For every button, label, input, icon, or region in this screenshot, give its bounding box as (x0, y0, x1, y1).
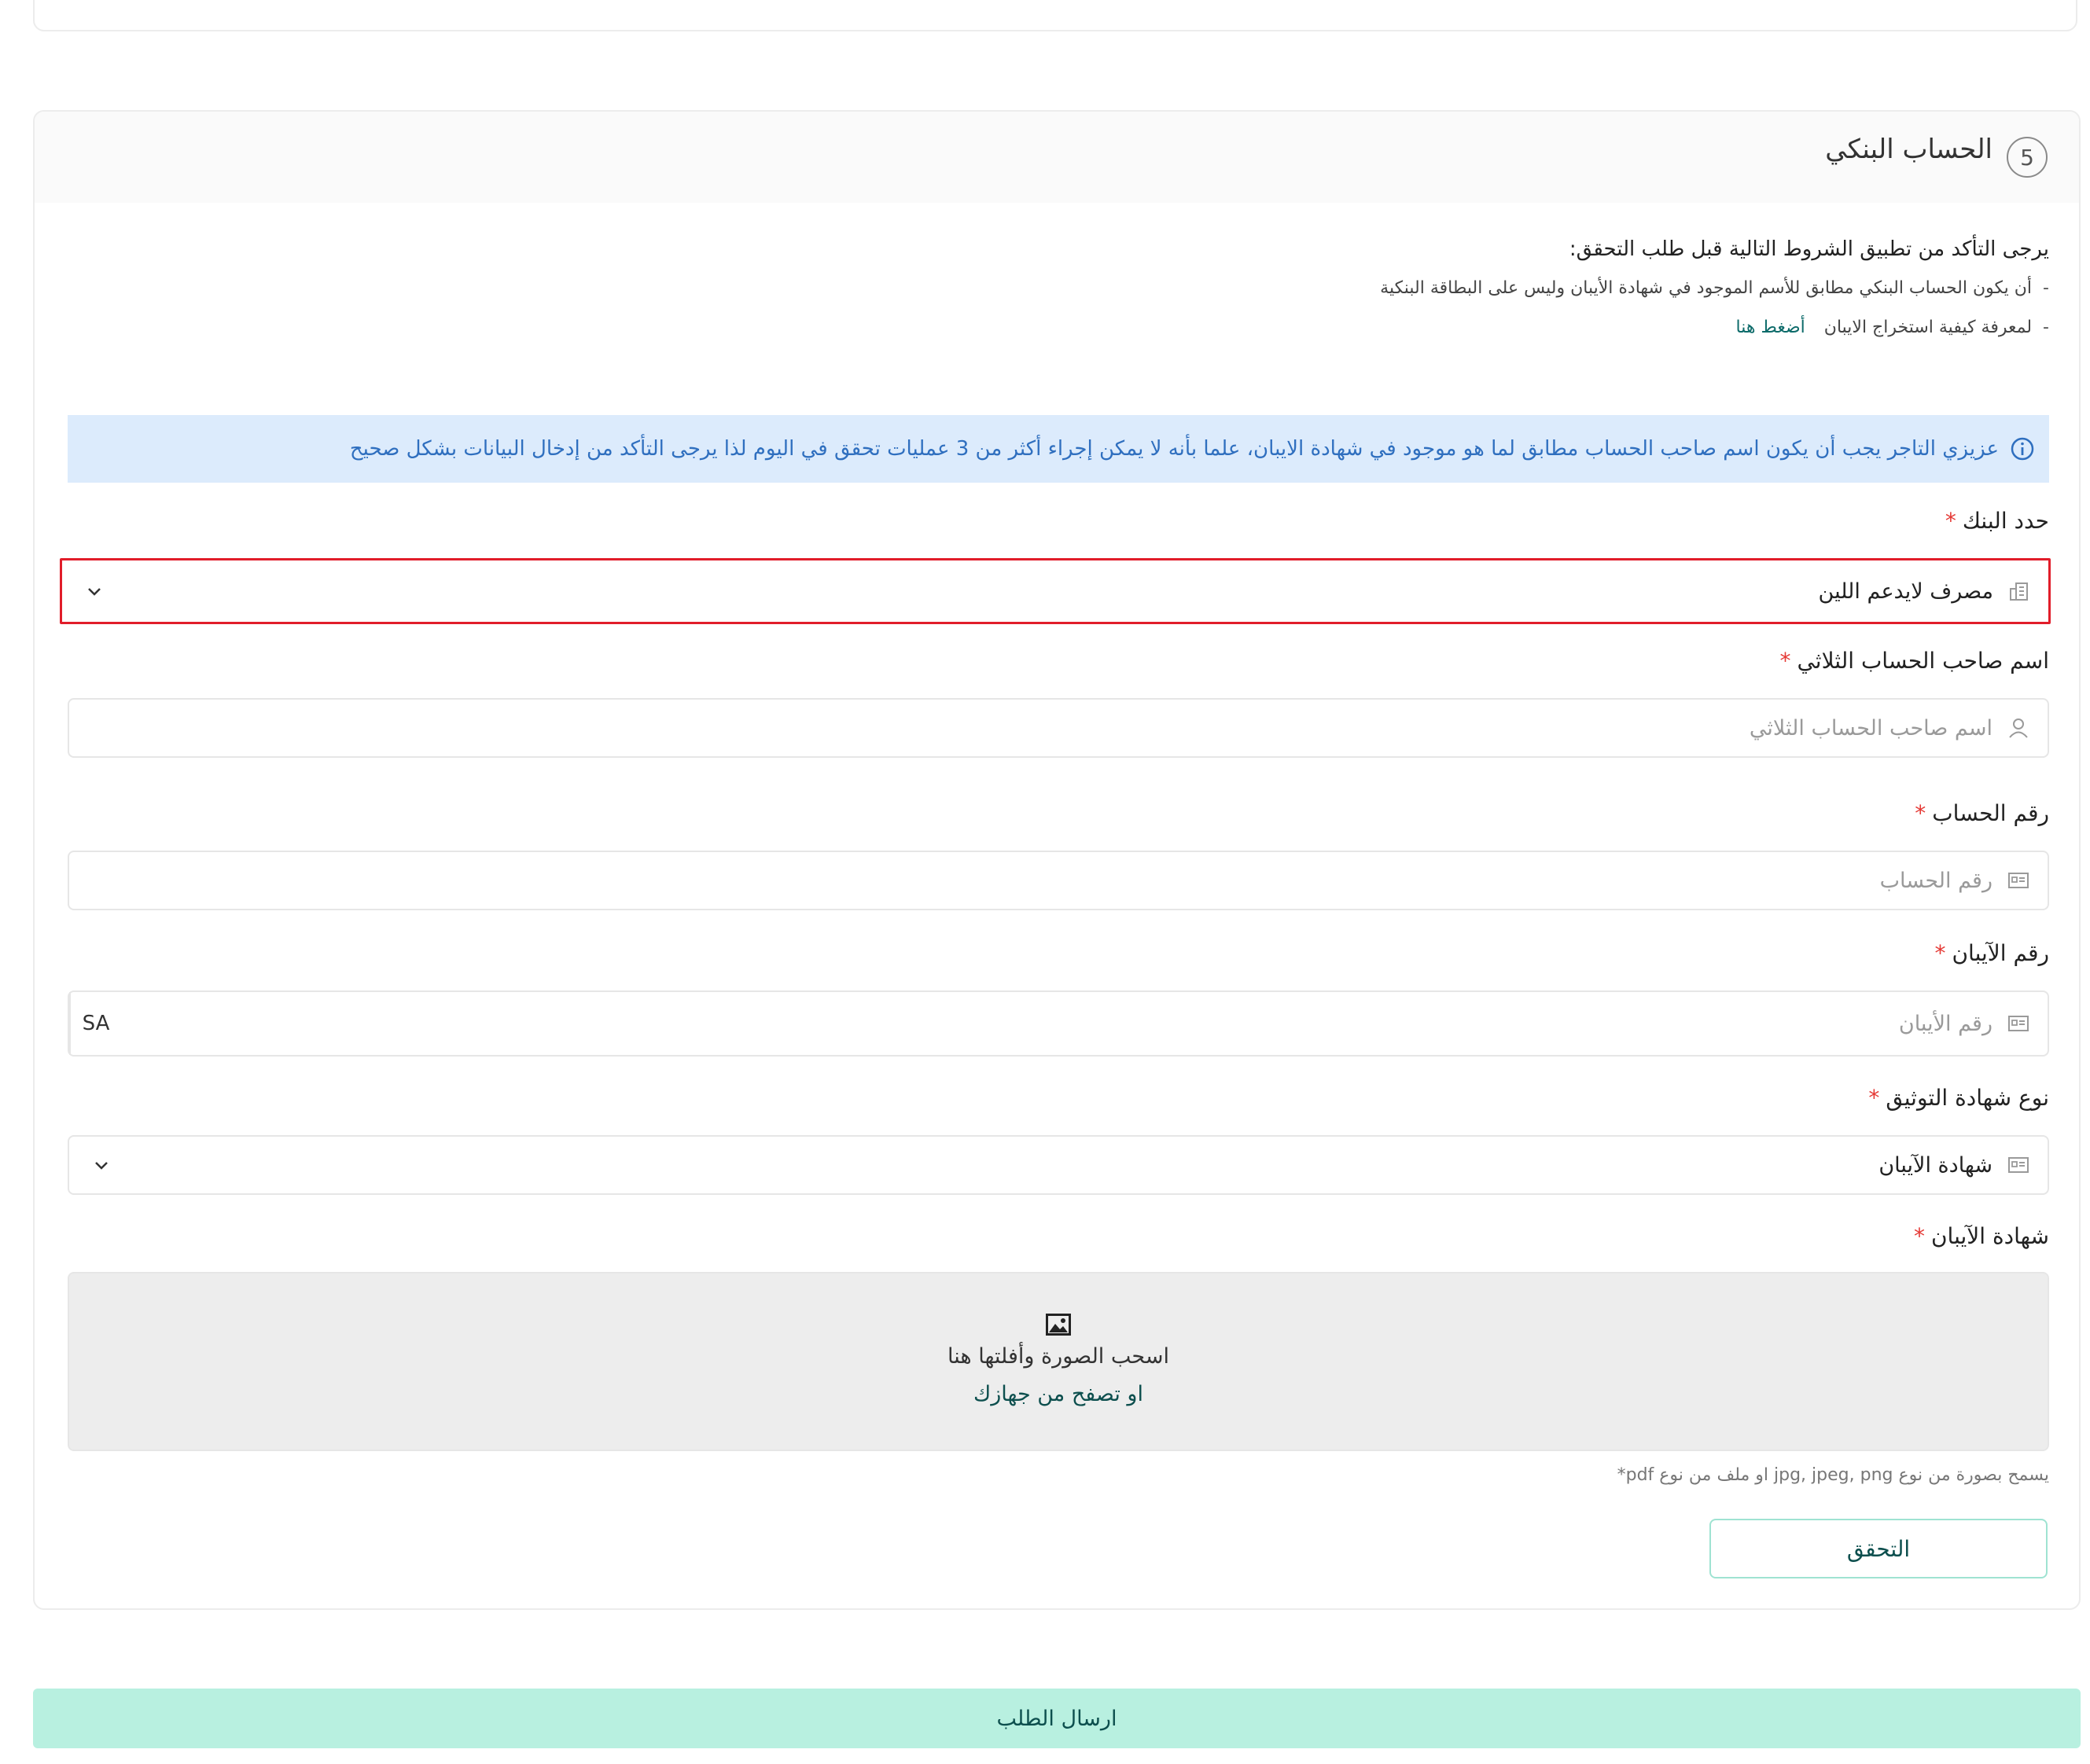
required-mark: * (1913, 1223, 1925, 1249)
holder-name-placeholder: اسم صاحب الحساب الثلاثي (1749, 715, 1992, 741)
rule-item (1736, 318, 2049, 337)
image-icon (1045, 1313, 1072, 1336)
certificate-dropzone[interactable] (68, 1272, 2049, 1451)
bank-account-section (33, 110, 2081, 1610)
required-mark: * (1915, 800, 1926, 826)
file-type-hint: يسمح بصورة من نوع jpg, jpeg, png او ملف من نوع pdf* (1617, 1465, 2049, 1485)
chevron-down-icon[interactable] (93, 1156, 110, 1174)
required-mark: * (1868, 1085, 1880, 1111)
iban-help-link[interactable]: أضغط هنا (1735, 318, 1805, 337)
step-number-badge: 5 (2007, 137, 2048, 178)
section-header (35, 112, 2079, 203)
bank-icon (2007, 579, 2031, 603)
required-mark: * (1779, 648, 1791, 674)
account-number-placeholder: رقم الحساب (1879, 868, 1992, 893)
certificate-label (1914, 1223, 2049, 1249)
info-icon (2010, 436, 2035, 461)
id-card-icon (2007, 869, 2030, 892)
bank-label-text: حدد البنك (1962, 508, 2049, 534)
section-title: الحساب البنكي (1825, 134, 1992, 165)
user-icon (2007, 716, 2030, 740)
info-alert (68, 415, 2049, 483)
certificate-type-label (1868, 1085, 2049, 1111)
iban-placeholder: رقم الأيبان (1898, 1011, 1992, 1036)
required-mark: * (1945, 508, 1956, 534)
account-number-input[interactable] (68, 851, 2049, 910)
iban-input[interactable] (68, 990, 2049, 1057)
bank-select-value: مصرف لايدعم اللين (1818, 579, 1993, 604)
certificate-type-label-text: نوع شهادة التوثيق (1886, 1085, 2049, 1111)
dropzone-drag-text: اسحب الصورة وأفلتها هنا (947, 1344, 1169, 1369)
holder-name-label (1779, 648, 2049, 674)
verify-button[interactable]: التحقق (1709, 1519, 2048, 1578)
iban-label-text: رقم الآيبان (1952, 940, 2049, 966)
rule-dash: - (2043, 278, 2049, 298)
id-card-icon (2007, 1012, 2030, 1035)
rule-item (1380, 278, 2049, 298)
bank-label (1945, 508, 2049, 534)
iban-label (1934, 940, 2049, 966)
browse-device-link[interactable]: او تصفح من جهازك (973, 1382, 1143, 1406)
rule-text: أن يكون الحساب البنكي مطابق للأسم الموجود في شهادة الأيبان وليس على البطاقة البنكية (1380, 278, 2033, 298)
account-number-label-text: رقم الحساب (1932, 800, 2049, 826)
id-card-icon (2007, 1153, 2030, 1177)
previous-section-card (33, 0, 2077, 31)
certificate-type-select[interactable] (68, 1135, 2049, 1195)
account-number-label (1915, 800, 2049, 826)
rules-title: يرجى التأكد من تطبيق الشروط التالية قبل طلب التحقق: (1569, 237, 2049, 261)
submit-request-button[interactable]: ارسال الطلب (33, 1689, 2081, 1748)
bank-select[interactable] (60, 558, 2051, 624)
holder-name-label-text: اسم صاحب الحساب الثلاثي (1797, 648, 2049, 674)
chevron-down-icon[interactable] (86, 582, 103, 600)
holder-name-input[interactable] (68, 698, 2049, 758)
required-mark: * (1934, 940, 1946, 966)
certificate-type-value: شهادة الآيبان (1878, 1152, 1992, 1178)
iban-country-prefix: SA (69, 992, 121, 1055)
rule-text: لمعرفة كيفية استخراج الايبان (1823, 318, 2033, 337)
certificate-label-text: شهادة الآيبان (1930, 1223, 2049, 1249)
info-alert-text: عزيزي التاجر يجب أن يكون اسم صاحب الحساب مطابق لما هو موجود في شهادة الايبان، علما بأنه لا يمكن إجراء أكثر من 3 عمليات تحقق في اليوم لذا يرجى التأكد من إدخال البيانات بشكل صحيح (349, 437, 1999, 461)
rule-dash: - (2043, 318, 2049, 337)
